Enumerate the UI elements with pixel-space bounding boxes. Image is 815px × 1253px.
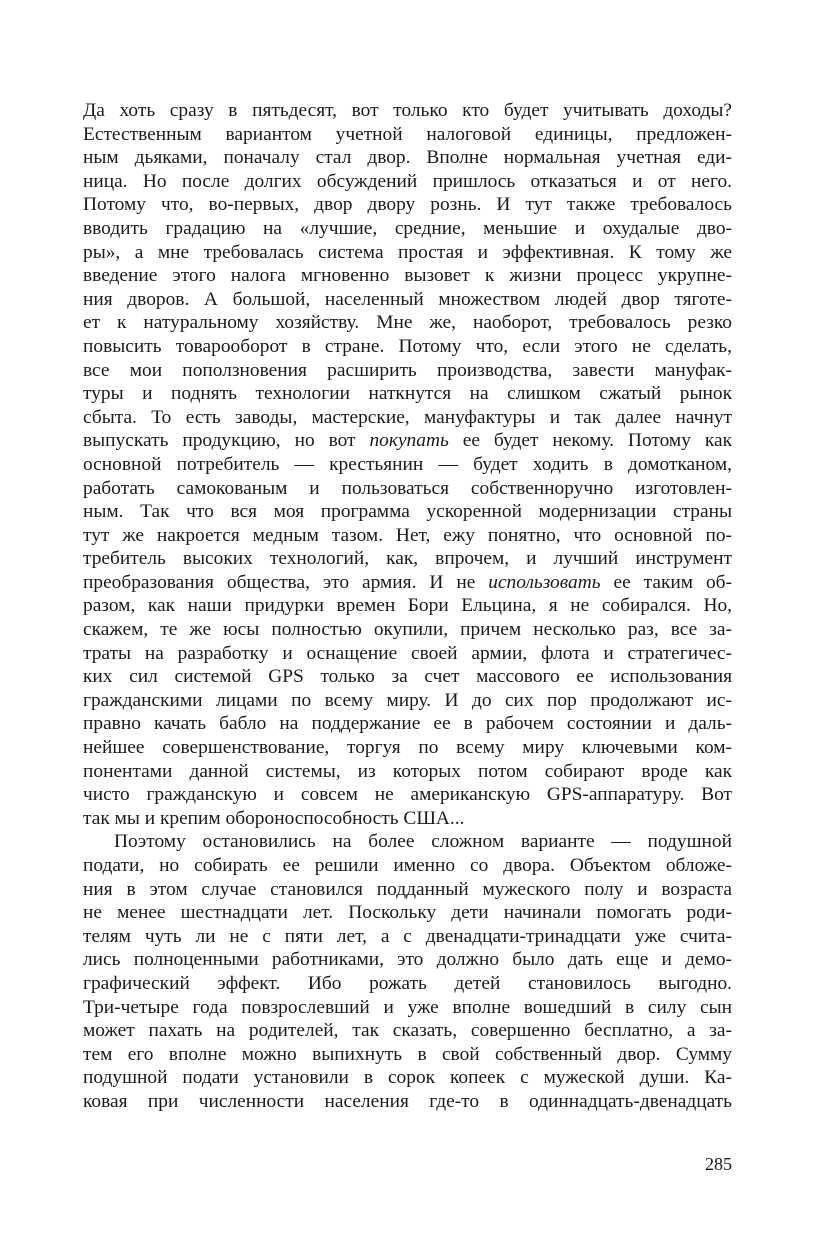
page-number: 285 [705, 1154, 732, 1174]
text-line: понентами данной системы, из которых потом собирают вроде как [83, 760, 732, 782]
text-line: тут же накроется медным тазом. Нет, ежу понятно, что основной по- [83, 524, 732, 546]
text-line [83, 571, 732, 595]
text-line: ких сил системой GPS только за счет массового ее использования [83, 666, 732, 688]
text-line: нейшее совершенствование, торгуя по всему миру ключевыми ком- [83, 737, 732, 759]
text-line: телям чуть ли не с пяти лет, а с двенадцати-тринадцати уже счита- [83, 925, 732, 947]
text-line: лись полноценными работниками, это должно было дать еще и демо- [83, 949, 732, 971]
text-line: Поэтому остановились на более сложном варианте — подушной [114, 831, 732, 853]
text-line: Потому что, во-первых, двор двору рознь. И тут также требовалось [83, 194, 732, 216]
text-line: Естественным вариантом учетной налоговой единицы, предложен- [83, 123, 732, 145]
text-line: введение этого налога мгновенно вызовет к жизни процесс укрупне- [83, 265, 732, 287]
text-line: туры и поднять технологии наткнутся на слишком сжатый рынок [83, 383, 732, 405]
text-line: разом, как наши придурки времен Бори Ельцина, я не собирался. Но, [83, 595, 732, 617]
text-line: подати, но собирать ее решили именно со двора. Объектом обложе- [83, 855, 732, 876]
text-line: правно качать бабло на поддержание ее в рабочем состоянии и даль- [83, 713, 732, 735]
text-line: так мы и крепим обороноспособность США... [83, 807, 465, 829]
text-line: ковая при численности населения где-то в одиннадцать-двенадцать [83, 1090, 732, 1112]
text-line: ры», а мне требовалась система простая и эффективная. К тому же [83, 241, 732, 263]
text-line: вводить градацию на «лучшие, средние, меньшие и охудалые дво- [83, 217, 732, 239]
text-line: Три-четыре года повзрослевший и уже вполне вошедший в силу сын [83, 996, 732, 1018]
text-line: может пахать на родителей, так сказать, совершенно бесплатно, а за- [83, 1020, 732, 1042]
text-span: выпускать продукцию, но вот [83, 430, 370, 452]
text-line: ным дьяками, поначалу стал двор. Вполне нормальная учетная еди- [83, 147, 732, 169]
text-line: ния дворов. А большой, населенный множеством людей двор тяготе- [83, 288, 732, 310]
text-line: чисто гражданскую и совсем не американскую GPS-аппаратуру. Вот [83, 784, 732, 806]
text-line: повысить товарооборот в стране. Потому что, если этого не сделать, [83, 335, 732, 357]
emphasis-text: использовать [488, 571, 601, 593]
text-span: преобразования общества, это армия. И не [83, 571, 489, 593]
text-line: все мои поползновения расширить производства, завести мануфак- [83, 359, 732, 381]
text-line: сбыта. То есть заводы, мастерские, мануфактуры и так далее начнут [83, 406, 732, 428]
text-line: подушной подати установили в сорок копеек с мужеской души. Ка- [83, 1067, 732, 1089]
text-span: ее таким об- [600, 571, 732, 593]
page-body-text [83, 99, 732, 1114]
emphasis-text: покупать [369, 430, 449, 452]
paragraph [83, 99, 732, 830]
text-line: ница. Но после долгих обсуждений пришлось отказаться и от него. [83, 170, 732, 192]
text-span: ее будет некому. Потому как [448, 430, 732, 452]
text-line: ния в этом случае становился подданный мужеского полу и возраста [83, 878, 732, 900]
text-line: требитель высоких технологий, как, впрочем, и лучший инструмент [83, 548, 732, 570]
text-line: ным. Так что вся моя программа ускоренной модернизации страны [83, 501, 732, 523]
text-line [83, 429, 732, 453]
text-line: тем его вполне можно выпихнуть в свой собственный двор. Сумму [83, 1043, 732, 1065]
text-line: Да хоть сразу в пятьдесят, вот только кто будет учитывать доходы? [83, 100, 732, 121]
text-line: работать самокованым и пользоваться собственноручно изготовлен- [83, 477, 732, 499]
text-line: не менее шестнадцати лет. Поскольку дети начинали помогать роди- [83, 902, 732, 924]
paragraph [83, 830, 732, 1113]
text-line: гражданскими лицами по всему миру. И до сих пор продолжают ис- [83, 689, 732, 711]
text-line: основной потребитель — крестьянин — будет ходить в домотканом, [83, 453, 732, 475]
text-line: скажем, те же юсы полностью окупили, причем несколько раз, все за- [83, 619, 732, 641]
text-line: графический эффект. Ибо рожать детей становилось выгодно. [83, 972, 732, 994]
text-line: ет к натуральному хозяйству. Мне же, наоборот, требовалось резко [83, 312, 732, 334]
text-line: траты на разработку и оснащение своей армии, флота и стратегичес- [83, 642, 732, 664]
